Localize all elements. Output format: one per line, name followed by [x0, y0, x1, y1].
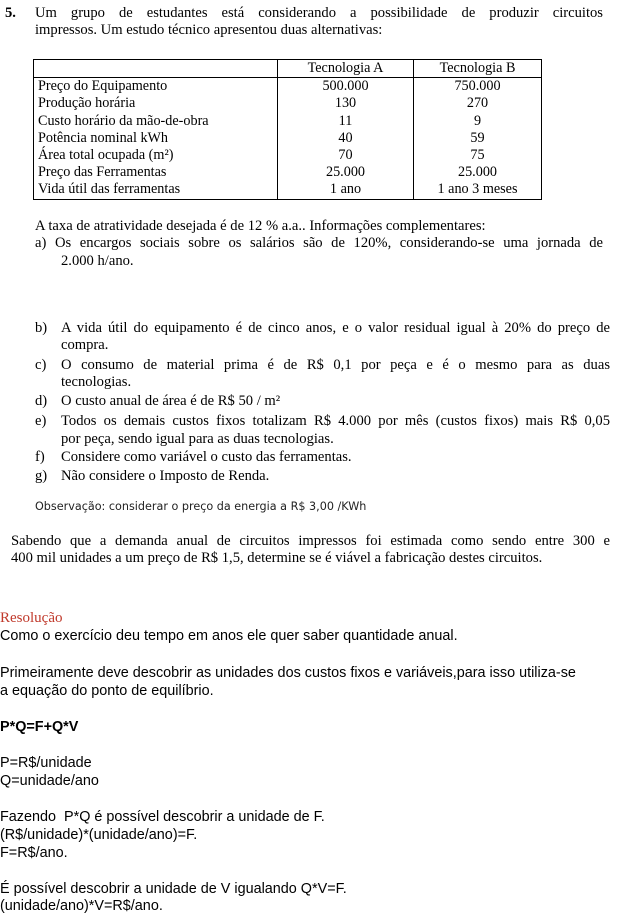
item-g-label: g) [35, 468, 48, 484]
table-header-blank [34, 60, 278, 78]
row-value-b: 750.000 [414, 78, 542, 96]
row-value-b: 270 [414, 95, 542, 112]
table-row [34, 78, 542, 96]
row-label: Área total ocupada (m²) [34, 147, 278, 164]
row-value-a: 1 ano [278, 181, 414, 199]
question-number: 5. [5, 5, 16, 21]
item-f-line1: Considere como variável o custo das ferramentas. [61, 449, 352, 465]
resolution-p2-line2: a equação do ponto de equilíbrio. [0, 683, 214, 699]
item-c-label: c) [35, 357, 47, 373]
table-row [34, 130, 542, 147]
row-value-a: 500.000 [278, 78, 414, 96]
row-value-a: 130 [278, 95, 414, 112]
resolution-heading: Resolução [0, 610, 63, 626]
item-e-line2: por peça, sendo igual para as duas tecnologias. [61, 431, 334, 447]
v-line2: (unidade/ano)*V=R$/ano. [0, 898, 163, 914]
q-definition: Q=unidade/ano [0, 773, 99, 789]
item-c-line1: O consumo de material prima é de R$ 0,1 por peça e é o mesmo para as duas [61, 357, 610, 373]
f-line2: (R$/unidade)*(unidade/ano)=F. [0, 827, 198, 843]
item-e-label: e) [35, 413, 47, 429]
item-b-line2: compra. [61, 337, 109, 353]
row-value-a: 40 [278, 130, 414, 147]
row-value-b: 1 ano 3 meses [414, 181, 542, 199]
row-label: Produção horária [34, 95, 278, 112]
question-intro-line1: Um grupo de estudantes está considerando a possibilidade de produzir circuitos [35, 5, 603, 21]
row-value-b: 59 [414, 130, 542, 147]
row-value-b: 9 [414, 113, 542, 130]
row-value-a: 70 [278, 147, 414, 164]
row-value-b: 75 [414, 147, 542, 164]
item-a-line1: Os encargos sociais sobre os salários são de 120%, considerando-se uma jornada de [55, 235, 603, 251]
demand-line2: 400 mil unidades a um preço de R$ 1,5, determine se é viável a fabricação destes circuitos. [11, 550, 543, 566]
resolution-p2-line1: Primeiramente deve descobrir as unidades dos custos fixos e variáveis,para isso utiliza-se [0, 665, 576, 681]
rate-line: A taxa de atratividade desejada é de 12 % a.a.. Informações complementares: [35, 218, 486, 234]
f-line1: Fazendo P*Q é possível descobrir a unidade de F. [0, 809, 325, 825]
row-label: Preço das Ferramentas [34, 164, 278, 181]
item-b-label: b) [35, 320, 48, 336]
item-b-line1: A vida útil do equipamento é de cinco anos, e o valor residual igual à 20% do preço de [61, 320, 610, 336]
observation-note: Observação: considerar o preço da energia a R$ 3,00 /KWh [35, 500, 367, 513]
table-row [34, 164, 542, 181]
resolution-p1: Como o exercício deu tempo em anos ele quer saber quantidade anual. [0, 628, 458, 644]
row-label: Vida útil das ferramentas [34, 181, 278, 199]
p-definition: P=R$/unidade [0, 755, 92, 771]
item-f-label: f) [35, 449, 45, 465]
table-row [34, 181, 542, 199]
technology-table [33, 59, 542, 200]
table-header-tech-a: Tecnologia A [278, 60, 414, 78]
table-row [34, 95, 542, 112]
item-e-line1: Todos os demais custos fixos totalizam R$ 4.000 por mês (custos fixos) mais R$ 0,05 [61, 413, 610, 429]
item-a-line2: 2.000 h/ano. [61, 253, 134, 269]
item-a-label: a) [35, 235, 47, 251]
demand-line1: Sabendo que a demanda anual de circuitos impressos foi estimada como sendo entre 300 e [11, 533, 610, 549]
table-row [34, 147, 542, 164]
v-line1: É possível descobrir a unidade de V igualando Q*V=F. [0, 881, 347, 897]
equation: P*Q=F+Q*V [0, 719, 79, 735]
question-intro-line2: impressos. Um estudo técnico apresentou duas alternativas: [35, 22, 383, 38]
row-label: Preço do Equipamento [34, 78, 278, 96]
table-header-row [34, 60, 542, 78]
table-header-tech-b: Tecnologia B [414, 60, 542, 78]
item-g-line1: Não considere o Imposto de Renda. [61, 468, 270, 484]
row-value-a: 25.000 [278, 164, 414, 181]
row-label: Potência nominal kWh [34, 130, 278, 147]
row-value-b: 25.000 [414, 164, 542, 181]
row-value-a: 11 [278, 113, 414, 130]
f-line3: F=R$/ano. [0, 845, 68, 861]
item-d-label: d) [35, 393, 48, 409]
item-d-line1: O custo anual de área é de R$ 50 / m² [61, 393, 281, 409]
item-c-line2: tecnologias. [61, 374, 132, 390]
row-label: Custo horário da mão-de-obra [34, 113, 278, 130]
table-row [34, 113, 542, 130]
